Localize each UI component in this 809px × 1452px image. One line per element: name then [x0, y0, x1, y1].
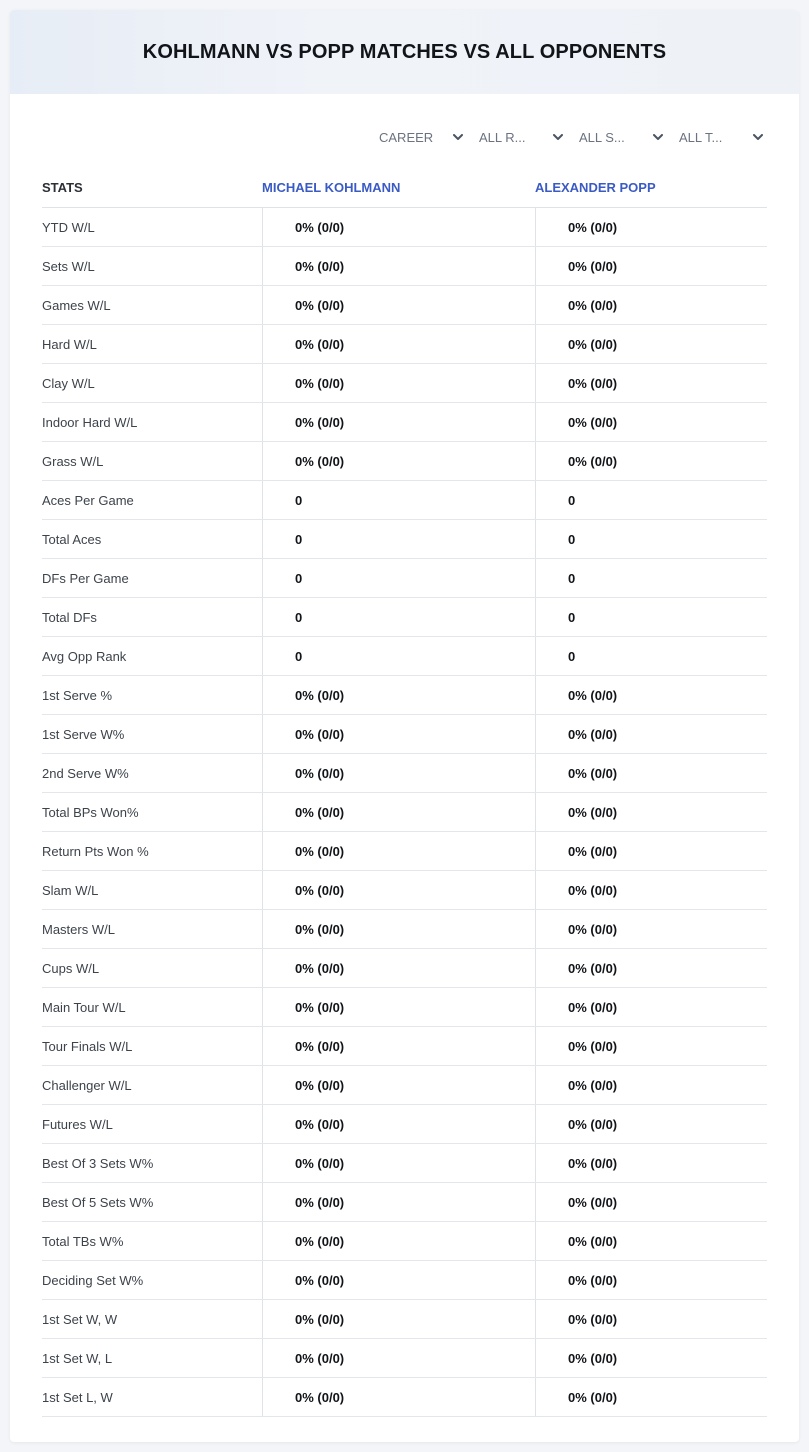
table-row: [42, 1144, 767, 1183]
table-row: [42, 403, 767, 442]
player1-stat-value: 0: [262, 559, 535, 597]
stat-label: Futures W/L: [42, 1116, 113, 1132]
table-row: [42, 1222, 767, 1261]
stat-label: Hard W/L: [42, 336, 97, 352]
stat-label: Slam W/L: [42, 882, 99, 898]
player2-stat-value: 0% (0/0): [535, 1300, 767, 1338]
table-row: [42, 559, 767, 598]
table-row: [42, 949, 767, 988]
player2-stat-value: 0% (0/0): [535, 832, 767, 870]
chevron-down-icon: [751, 130, 765, 144]
table-row: [42, 442, 767, 481]
player2-stat-value: 0% (0/0): [535, 1183, 767, 1221]
filter-tournament-select[interactable]: [665, 126, 765, 148]
player1-stat-value: 0% (0/0): [262, 1183, 535, 1221]
player2-stat-value: 0% (0/0): [535, 1339, 767, 1377]
chevron-down-icon: [651, 130, 665, 144]
filter-round-select[interactable]: [465, 126, 565, 148]
stat-label: Total BPs Won%: [42, 804, 139, 820]
player1-stat-value: 0% (0/0): [262, 1144, 535, 1182]
stat-label: Games W/L: [42, 297, 111, 313]
player2-column-header[interactable]: ALEXANDER POPP: [535, 180, 656, 195]
table-row: [42, 1300, 767, 1339]
table-row: [42, 208, 767, 247]
player2-stat-value: 0% (0/0): [535, 325, 767, 363]
table-row: [42, 832, 767, 871]
table-row: [42, 910, 767, 949]
stat-label: Deciding Set W%: [42, 1272, 144, 1288]
player2-stat-value: 0: [535, 520, 767, 558]
table-body: [42, 208, 767, 1417]
table-row: [42, 1066, 767, 1105]
player1-stat-value: 0% (0/0): [262, 1300, 535, 1338]
stat-label: Avg Opp Rank: [42, 648, 127, 664]
player2-stat-value: 0% (0/0): [535, 1066, 767, 1104]
table-row: [42, 754, 767, 793]
table-row: [42, 325, 767, 364]
player1-stat-value: 0% (0/0): [262, 793, 535, 831]
player1-stat-value: 0% (0/0): [262, 871, 535, 909]
player1-stat-value: 0% (0/0): [262, 988, 535, 1026]
filter-surface-select[interactable]: [565, 126, 665, 148]
stat-label: Cups W/L: [42, 960, 100, 976]
player2-stat-value: 0% (0/0): [535, 208, 767, 246]
table-row: [42, 247, 767, 286]
player1-stat-value: 0% (0/0): [262, 1222, 535, 1260]
chevron-down-icon: [451, 130, 465, 144]
table-row: [42, 988, 767, 1027]
player2-stat-value: 0% (0/0): [535, 1222, 767, 1260]
table-row: [42, 364, 767, 403]
stats-column-header: STATS: [42, 180, 83, 195]
player2-stat-value: 0% (0/0): [535, 247, 767, 285]
player2-stat-value: 0% (0/0): [535, 793, 767, 831]
player2-stat-value: 0: [535, 598, 767, 636]
stat-label: Main Tour W/L: [42, 999, 126, 1015]
table-row: [42, 793, 767, 832]
player1-stat-value: 0% (0/0): [262, 754, 535, 792]
stat-label: Total Aces: [42, 531, 102, 547]
stat-label: Aces Per Game: [42, 492, 134, 508]
player2-stat-value: 0% (0/0): [535, 403, 767, 441]
chevron-down-icon: [551, 130, 565, 144]
filter-career-select[interactable]: [365, 126, 465, 148]
player1-stat-value: 0% (0/0): [262, 715, 535, 753]
stat-label: DFs Per Game: [42, 570, 129, 586]
player2-stat-value: 0% (0/0): [535, 1144, 767, 1182]
player1-stat-value: 0% (0/0): [262, 1105, 535, 1143]
player1-stat-value: 0% (0/0): [262, 325, 535, 363]
player2-stat-value: 0% (0/0): [535, 871, 767, 909]
stat-label: 1st Serve %: [42, 687, 113, 703]
filter-label: ALL R...: [479, 129, 526, 145]
filter-label: ALL S...: [579, 129, 625, 145]
player2-stat-value: 0% (0/0): [535, 754, 767, 792]
player1-stat-value: 0: [262, 598, 535, 636]
table-header: [42, 168, 767, 208]
table-row: [42, 715, 767, 754]
stat-label: Total TBs W%: [42, 1233, 124, 1249]
stat-label: Indoor Hard W/L: [42, 414, 138, 430]
player1-stat-value: 0% (0/0): [262, 832, 535, 870]
player2-stat-value: 0% (0/0): [535, 676, 767, 714]
player2-stat-value: 0% (0/0): [535, 1027, 767, 1065]
player2-stat-value: 0% (0/0): [535, 1261, 767, 1299]
player1-stat-value: 0: [262, 637, 535, 675]
player1-stat-value: 0% (0/0): [262, 1378, 535, 1416]
table-row: [42, 1261, 767, 1300]
table-row: [42, 676, 767, 715]
player1-stat-value: 0% (0/0): [262, 1066, 535, 1104]
table-row: [42, 637, 767, 676]
player1-stat-value: 0% (0/0): [262, 910, 535, 948]
player1-stat-value: 0% (0/0): [262, 1261, 535, 1299]
filter-label: CAREER: [379, 129, 434, 145]
page-title: KOHLMANN VS POPP MATCHES VS ALL OPPONENTS: [142, 40, 667, 63]
stat-label: Tour Finals W/L: [42, 1038, 133, 1054]
table-row: [42, 1183, 767, 1222]
player2-stat-value: 0% (0/0): [535, 1378, 767, 1416]
table-row: [42, 871, 767, 910]
table-row: [42, 286, 767, 325]
player2-stat-value: 0% (0/0): [535, 910, 767, 948]
table-row: [42, 1027, 767, 1066]
player1-stat-value: 0% (0/0): [262, 364, 535, 402]
stat-label: Masters W/L: [42, 921, 115, 937]
player1-stat-value: 0% (0/0): [262, 949, 535, 987]
stats-card: [10, 10, 799, 1442]
stat-label: Challenger W/L: [42, 1077, 132, 1093]
stat-label: 2nd Serve W%: [42, 765, 129, 781]
filter-label: ALL T...: [679, 129, 723, 145]
table-row: [42, 598, 767, 637]
table-row: [42, 1339, 767, 1378]
stat-label: Clay W/L: [42, 375, 95, 391]
table-row: [42, 1105, 767, 1144]
player2-stat-value: 0% (0/0): [535, 442, 767, 480]
player1-stat-value: 0% (0/0): [262, 403, 535, 441]
stat-label: 1st Set L, W: [42, 1389, 113, 1405]
player2-stat-value: 0% (0/0): [535, 988, 767, 1026]
stat-label: Best Of 3 Sets W%: [42, 1155, 154, 1171]
stat-label: 1st Serve W%: [42, 726, 125, 742]
stat-label: 1st Set W, W: [42, 1311, 118, 1327]
stats-table: [42, 168, 767, 1417]
table-row: [42, 520, 767, 559]
player1-stat-value: 0% (0/0): [262, 247, 535, 285]
player1-stat-value: 0: [262, 520, 535, 558]
player2-stat-value: 0: [535, 637, 767, 675]
player2-stat-value: 0% (0/0): [535, 715, 767, 753]
filter-bar: [365, 126, 765, 148]
player1-stat-value: 0% (0/0): [262, 676, 535, 714]
player1-stat-value: 0% (0/0): [262, 442, 535, 480]
player1-stat-value: 0: [262, 481, 535, 519]
player2-stat-value: 0: [535, 481, 767, 519]
table-row: [42, 1378, 767, 1417]
stat-label: Return Pts Won %: [42, 843, 149, 859]
stat-label: Sets W/L: [42, 258, 95, 274]
player2-stat-value: 0% (0/0): [535, 1105, 767, 1143]
stat-label: Grass W/L: [42, 453, 104, 469]
player1-stat-value: 0% (0/0): [262, 208, 535, 246]
player2-stat-value: 0% (0/0): [535, 949, 767, 987]
table-row: [42, 481, 767, 520]
stat-label: 1st Set W, L: [42, 1350, 113, 1366]
player2-stat-value: 0: [535, 559, 767, 597]
stat-label: Total DFs: [42, 609, 97, 625]
stat-label: YTD W/L: [42, 219, 95, 235]
player2-stat-value: 0% (0/0): [535, 364, 767, 402]
player1-stat-value: 0% (0/0): [262, 1339, 535, 1377]
stat-label: Best Of 5 Sets W%: [42, 1194, 154, 1210]
player1-stat-value: 0% (0/0): [262, 1027, 535, 1065]
player2-stat-value: 0% (0/0): [535, 286, 767, 324]
player1-stat-value: 0% (0/0): [262, 286, 535, 324]
card-header: [10, 10, 799, 94]
player1-column-header[interactable]: MICHAEL KOHLMANN: [262, 180, 401, 195]
